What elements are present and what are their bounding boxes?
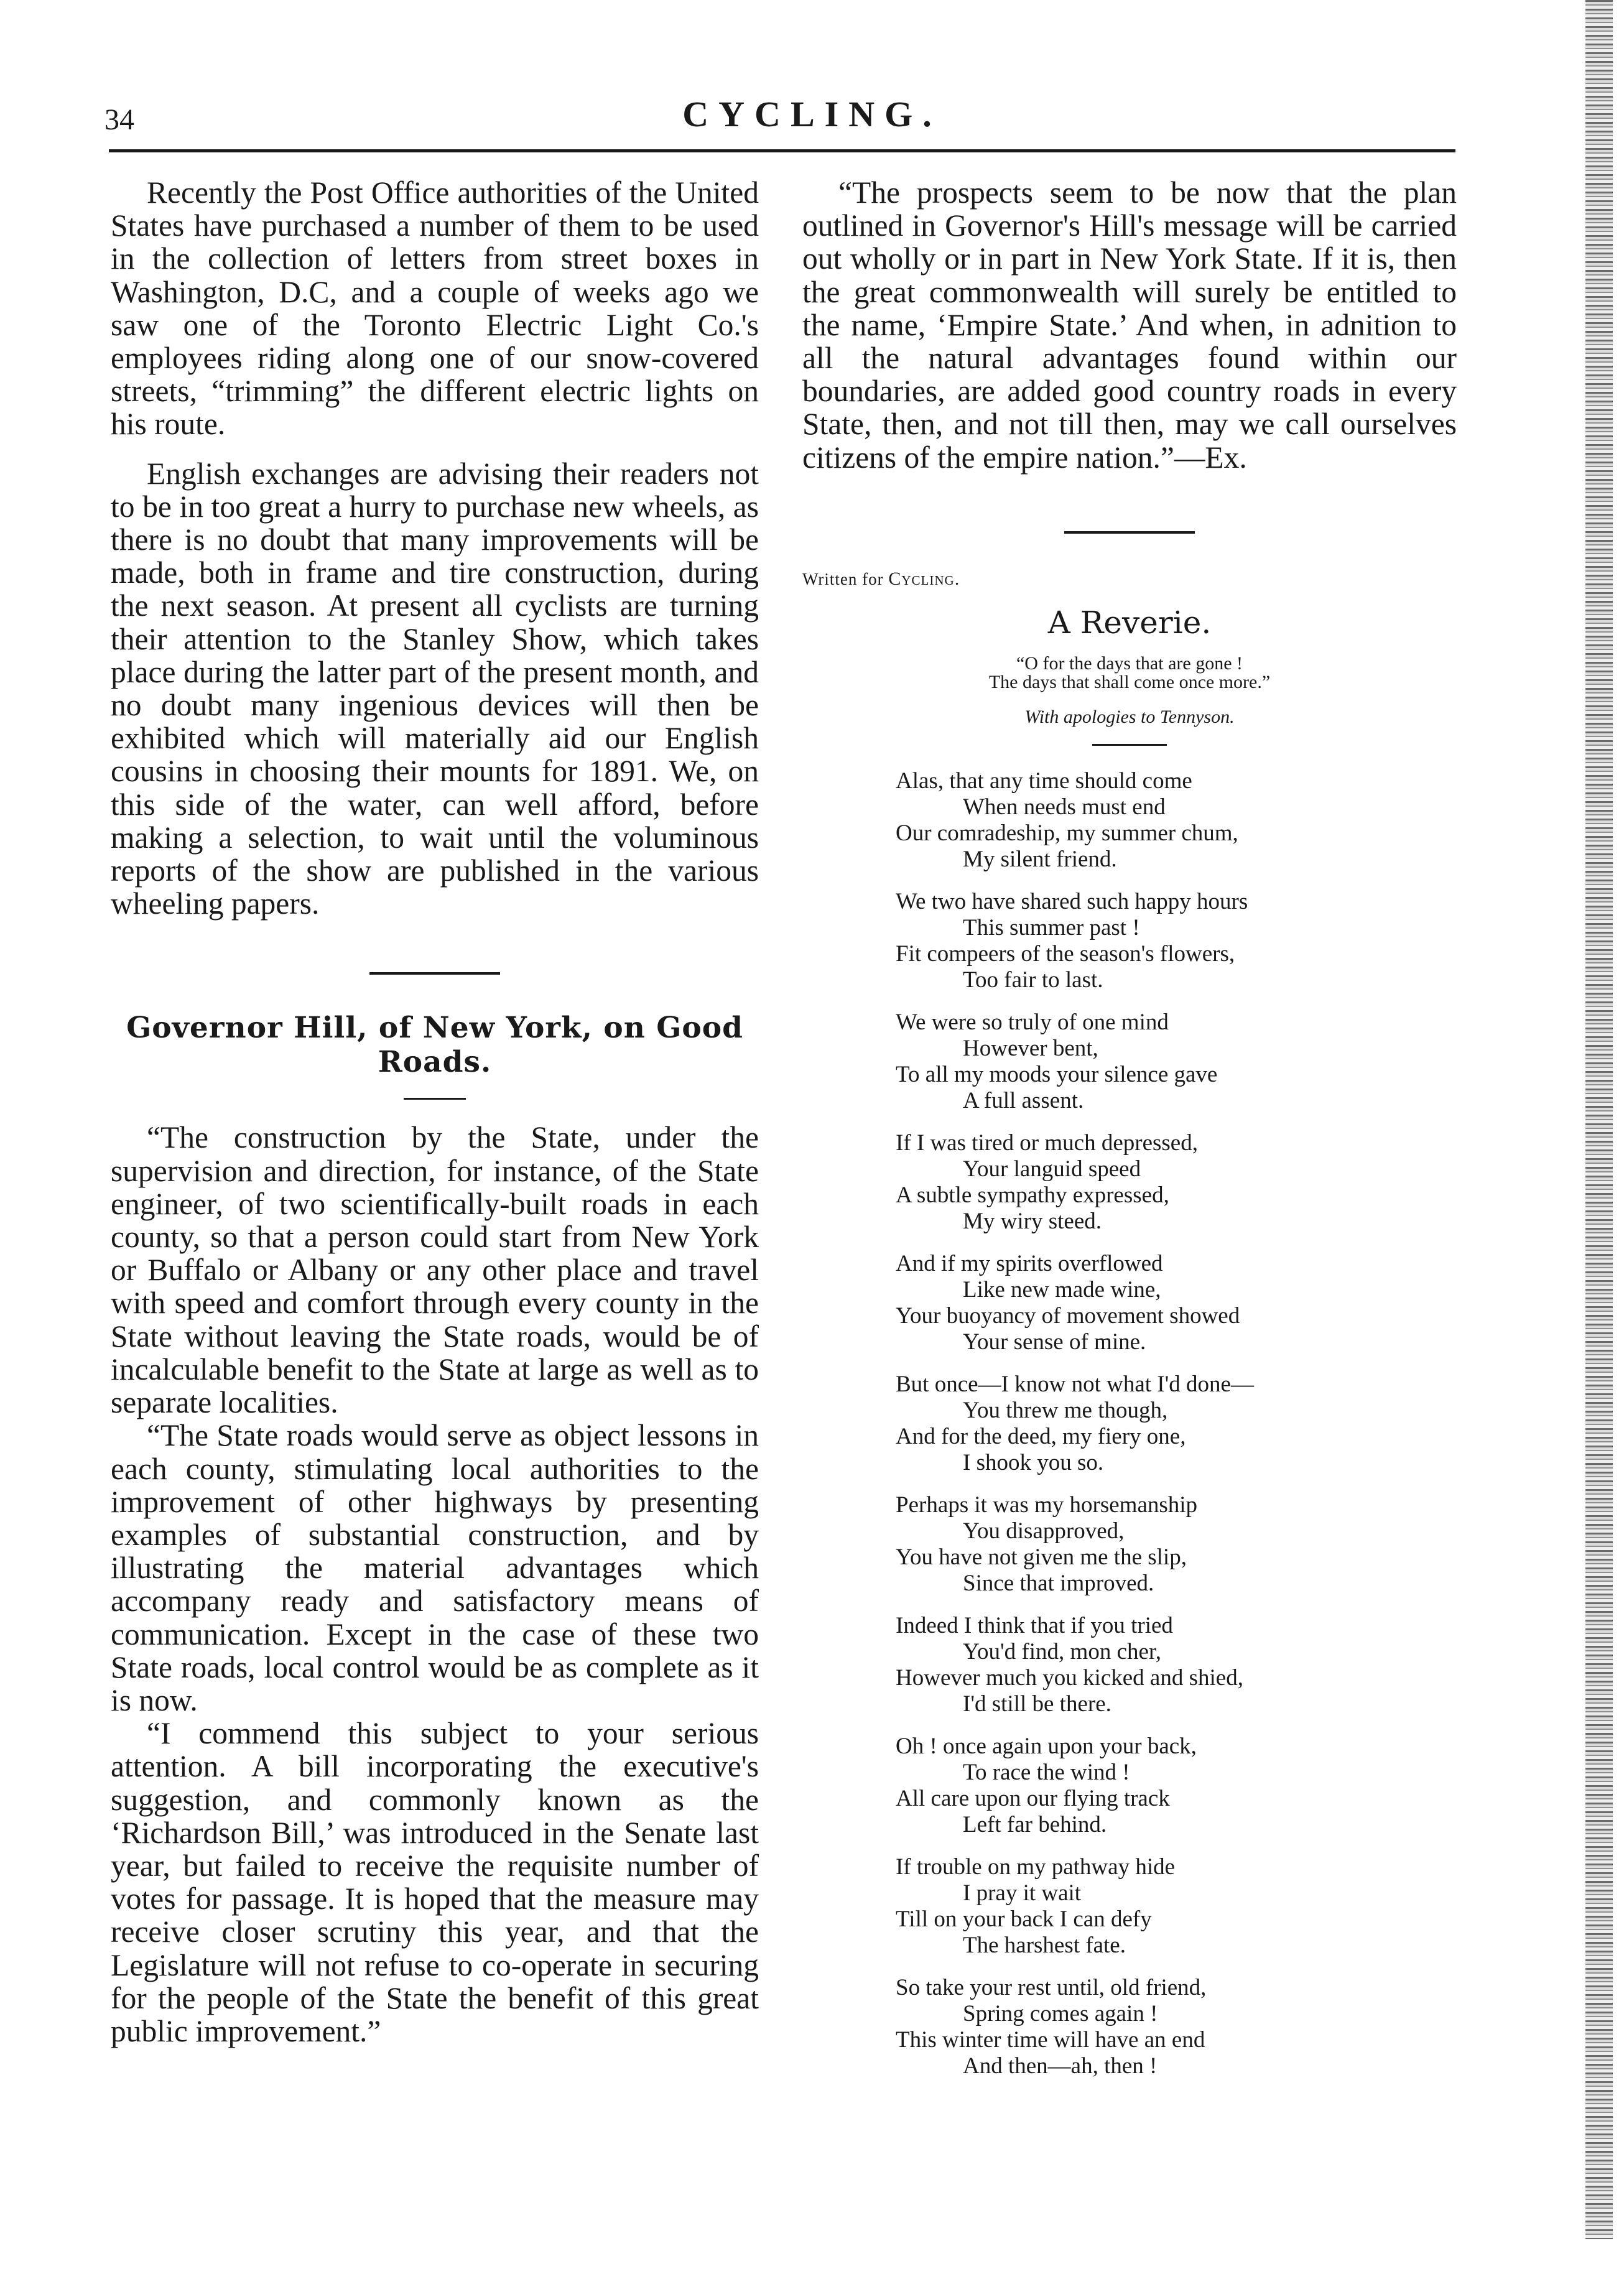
poem-line: However much you kicked and shied, bbox=[896, 1664, 1243, 1691]
poem-stanza bbox=[896, 1854, 1457, 1959]
poem-line: And if my spirits overflowed bbox=[896, 1250, 1163, 1276]
poem-line: Spring comes again ! bbox=[963, 2000, 1158, 2026]
poem-stanza bbox=[896, 1613, 1457, 1717]
poem-line: I shook you so. bbox=[963, 1449, 1104, 1475]
poem-line: This summer past ! bbox=[963, 914, 1140, 940]
epigraph-line-1: “O for the days that are gone ! bbox=[1016, 652, 1243, 674]
poem-line: Our comradeship, my summer chum, bbox=[896, 820, 1238, 846]
poem-line: Till on your back I can defy bbox=[896, 1906, 1152, 1932]
section-heading: Governor Hill, of New York, on Good Roads. bbox=[126, 1011, 743, 1080]
poem-stanza bbox=[896, 1975, 1457, 2079]
poem-stanza bbox=[896, 1130, 1457, 1235]
poem-line: We were so truly of one mind bbox=[896, 1009, 1169, 1035]
poem-line: We two have shared such happy hours bbox=[896, 888, 1248, 914]
section-separator bbox=[369, 972, 500, 975]
poem-line: When needs must end bbox=[963, 794, 1166, 820]
poem-line: Oh ! once again upon your back, bbox=[896, 1733, 1197, 1759]
paragraph-english-exchanges: English exchanges are advising their readers not to be in too great a hurry to purchase new wheels, as there is no doubt that many improvements will be made, both in frame and tire construction, during the next season. At present all cyclists are turning their attention to the Stanley Show, which takes place during the latter part of the present month, and no doubt many ingenious devices will then be exhibited which will materially aid our English cousins in choosing their mounts for 1891. We, on this side of the water, can well afford, before making a selection, to wait until the voluminous reports of the show are published in the various wheeling papers. bbox=[111, 456, 759, 921]
heading-separator bbox=[404, 1098, 466, 1100]
poem-line: Left far behind. bbox=[963, 1811, 1107, 1837]
poem-line: But once—I know not what I'd done— bbox=[896, 1371, 1254, 1397]
poem-line: My silent friend. bbox=[963, 846, 1117, 872]
paragraph-post-office: Recently the Post Office authorities of the United States have purchased a number of them to be used in the collection of letters from street boxes in Washington, D.C, and a couple of weeks ago we saw one of the Toronto Electric Light Co.'s employees riding along one of our snow-covered streets, “trimming” the different electric lights on his route. bbox=[111, 175, 759, 442]
poem-line: You have not given me the slip, bbox=[896, 1544, 1187, 1570]
poem-stanza bbox=[896, 1010, 1457, 1114]
poem-epigraph bbox=[802, 654, 1457, 692]
poem-line: To all my moods your silence gave bbox=[896, 1061, 1218, 1087]
paragraph-state-roads-1: “The construction by the State, under the supervision and direction, for instance, of the State engineer, of two scientifically-built roads in each county, so that a person could start from New York or Buffalo or Albany or any other place and travel with speed and comfort through every county in the State without leaving the State roads, would be of incalculable benefit to the State at large as well as to separate localities. bbox=[111, 1120, 759, 1420]
poem-line: Your languid speed bbox=[963, 1156, 1141, 1182]
poem-line: This winter time will have an end bbox=[896, 2026, 1205, 2053]
section-separator bbox=[1064, 531, 1195, 534]
page-edge-scan-artifact bbox=[1585, 0, 1613, 2239]
poem-line: A subtle sympathy expressed, bbox=[896, 1182, 1169, 1208]
poem-attribution: With apologies to Tennyson. bbox=[1024, 706, 1235, 727]
left-column bbox=[111, 176, 759, 2048]
poem-stanza bbox=[896, 768, 1457, 873]
poem-line: And for the deed, my fiery one, bbox=[896, 1423, 1186, 1449]
poem-line: So take your rest until, old friend, bbox=[896, 1974, 1207, 2000]
poem-line: Like new made wine, bbox=[963, 1276, 1161, 1302]
poem-line: If I was tired or much depressed, bbox=[896, 1130, 1198, 1156]
paragraph-prospects: “The prospects seem to be now that the plan outlined in Governor's Hill's message will be carried out wholly or in part in New York State. If it is, then the great commonwealth will surely be entitled to the name, ‘Empire State.’ And when, in adnition to all the natural advantages found within our boundaries, are added good country roads in every State, then, and not till then, may we call ourselves citizens of the empire nation.”—Ex. bbox=[802, 175, 1457, 475]
running-title: CYCLING. bbox=[682, 94, 942, 134]
credit-publication: Cycling. bbox=[888, 568, 960, 589]
poem-line: You disapproved, bbox=[963, 1518, 1125, 1544]
poem-line: And then—ah, then ! bbox=[963, 2053, 1158, 2079]
right-column bbox=[802, 176, 1457, 2096]
poem-line: A full assent. bbox=[963, 1087, 1084, 1113]
poem-line: I pray it wait bbox=[963, 1880, 1082, 1906]
poem-line: Alas, that any time should come bbox=[896, 768, 1192, 794]
poem-line: My wiry steed. bbox=[963, 1208, 1102, 1234]
epigraph-line-2: The days that shall come once more.” bbox=[988, 671, 1271, 692]
page-number: 34 bbox=[104, 103, 134, 136]
poem-line: However bent, bbox=[963, 1035, 1098, 1061]
poem-body bbox=[896, 768, 1457, 2079]
poem-line: You threw me though, bbox=[963, 1397, 1168, 1423]
poem-stanza bbox=[896, 1734, 1457, 1838]
poem-line: Perhaps it was my horsemanship bbox=[896, 1492, 1198, 1518]
poem-line: Your buoyancy of movement showed bbox=[896, 1302, 1240, 1329]
poem-line: To race the wind ! bbox=[963, 1759, 1130, 1785]
poem-stanza bbox=[896, 1492, 1457, 1597]
poem-line: Since that improved. bbox=[963, 1570, 1154, 1596]
poem-stanza bbox=[896, 889, 1457, 993]
poem-line: If trouble on my pathway hide bbox=[896, 1854, 1176, 1880]
poem-credit bbox=[802, 569, 1457, 590]
poem-line: You'd find, mon cher, bbox=[963, 1638, 1161, 1664]
poem-line: The harshest fate. bbox=[963, 1932, 1126, 1958]
poem-stanza bbox=[896, 1372, 1457, 1476]
poem-title: A Reverie. bbox=[1047, 604, 1212, 641]
poem-line: All care upon our flying track bbox=[896, 1785, 1170, 1811]
credit-prefix: Written for bbox=[802, 569, 884, 588]
paragraph-state-roads-2: “The State roads would serve as object lessons in each county, stimulating local authorities to the improvement of other highways by presenting examples of substantial construction, and by illustrating the material advantages which accompany ready and satisfactory means of communication. Except in the case of these two State roads, local control would be as complete as it is now. bbox=[111, 1418, 759, 1717]
header-rule bbox=[109, 149, 1455, 152]
poem-stanza bbox=[896, 1251, 1457, 1355]
poem-line: Too fair to last. bbox=[963, 967, 1103, 993]
poem-separator bbox=[1092, 744, 1167, 746]
poem-line: I'd still be there. bbox=[963, 1691, 1111, 1717]
paragraph-state-roads-3: “I commend this subject to your serious attention. A bill incorporating the executive's suggestion, and commonly known as the ‘Richardson Bill,’ was introduced in the Senate last year, but failed to receive the requisite number of votes for passage. It is hoped that the measure may receive closer scrutiny this year, and that the Legislature will not refuse to co-operate in securing for the people of the State the benefit of this great public improvement.” bbox=[111, 1716, 759, 2048]
poem-line: Fit compeers of the season's flowers, bbox=[896, 940, 1235, 967]
poem-line: Your sense of mine. bbox=[963, 1329, 1146, 1355]
poem-line: Indeed I think that if you tried bbox=[896, 1612, 1173, 1638]
